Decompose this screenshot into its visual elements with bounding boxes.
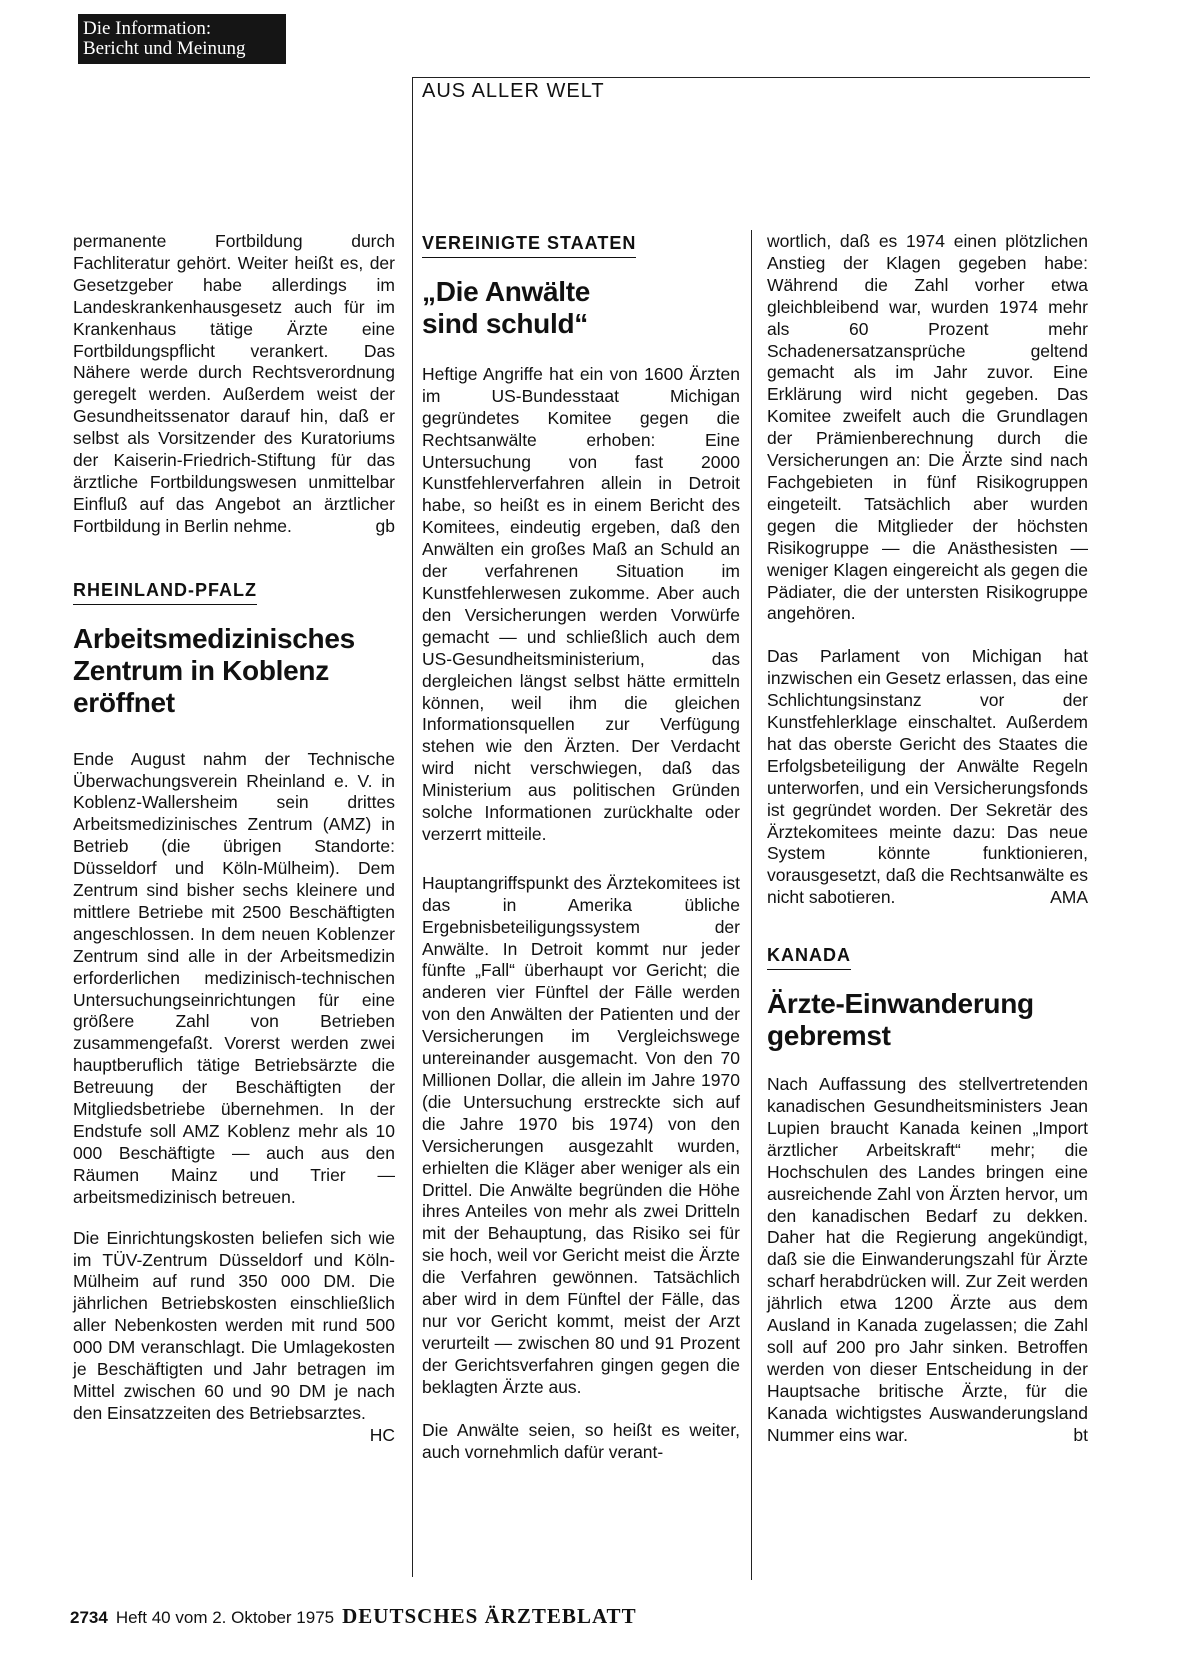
author-sign: HC: [369, 1424, 395, 1445]
section-badge: [78, 14, 286, 64]
column-1: [73, 231, 395, 1447]
badge-line-1: Die Information:: [83, 18, 212, 39]
author-sign: bt: [1073, 1424, 1088, 1445]
paragraph: wortlich, daß es 1974 einen plötzlichen Anstieg der Klagen gegeben habe: Während die Zahl vorher etwa gleichbleibend war, wurden 1974 mehr als 60 Prozent mehr Schadenersatzansprüche geltend gemacht als im Jahr zuvor. Eine Erklärung wird nicht gegeben. Das Komitee zweifelt auch die Grundlagen der Prämienberechnung durch die Versicherungen an: Die Ärzte sind nach Fachgebieten in fünf Risikogruppen eingeteilt. Tatsächlich aber wurden gegen die Mitglieder der höchsten Risikogruppe — die Anästhesisten — weniger Klagen eingereicht als gegen die Pädiater, die der untersten Risikogruppe angehören.: [767, 231, 1088, 624]
article-headline: „Die Anwälte sind schuld“: [422, 275, 591, 339]
column-2: [422, 233, 740, 1463]
paragraph: Die Anwälte seien, so heißt es weiter, auch vornehmlich dafür verant-: [422, 1419, 740, 1462]
rubric-rheinland-pfalz: RHEINLAND-PFALZ: [73, 580, 257, 605]
article-headline: Ärzte-Einwanderung gebremst: [767, 988, 1034, 1052]
paragraph: permanente Fortbildung durch Fachliteratur gehört. Weiter heißt es, der Gesetzgeber habe allerdings im Landeskrankenhausgesetz auch für im Krankenhaus tätige Ärzte eine Fortbildungspflicht verankert. Das Nähere werde durch Rechtsverordnung geregelt werden. Außerdem weist der Gesundheitssenator darauf hin, daß er selbst als Vorsitzender des Kuratoriums der Kaiserin-Friedrich-Stiftung für das ärztliche Fortbildungswesen unmittelbar Einfluß auf das Angebot an ärztlicher Fortbildung in Berlin nehme. gb: [73, 231, 395, 536]
author-sign: AMA: [1050, 887, 1088, 908]
author-sign: gb: [375, 515, 395, 536]
paragraph: Die Einrichtungskosten beliefen sich wie im TÜV-Zentrum Düsseldorf und Köln-Mülheim auf rund 350 000 DM. Die jährlichen Betriebskosten einschließlich aller Nebenkosten werden mit rund 500 000 DM veranschlagt. Die Umlagekosten je Beschäftigten und Jahr betragen im Mittel zwischen 60 und 90 DM je nach den Einsatzzeiten des Betriebsarztes. HC: [73, 1227, 395, 1445]
paragraph: Heftige Angriffe hat ein von 1600 Ärzten im US-Bundesstaat Michigan gegründetes Komitee gegen die Rechtsanwälte erhoben: Eine Untersuchung von fast 2000 Kunstfehlerverfahren allein in Detroit habe, so heißt es in einem Bericht des Komitees, eindeutig ergeben, daß den Anwälten ein großes Maß an Schuld an der verfahrenen Situation im Kunstfehlerwesen zukomme. Aber auch den Versicherungen werden Vorwürfe gemacht — und schließlich auch dem US-Gesundheitsministerium, das dergleichen längst selbst hätte ermitteln können, weil ihm die gleichen Informationsquellen zur Verfügung stehen wie den Ärzten. Der Verdacht wird nicht verschwiegen, daß das Ministerium aus politischen Gründen solche Informationen zurückhalte oder verzerrt mitteile.: [422, 363, 740, 844]
article-headline: Arbeitsmedizinisches Zentrum in Koblenz eröffnet: [73, 622, 355, 718]
paragraph: Hauptangriffspunkt des Ärztekomitees ist das in Amerika übliche Ergebnisbeteiligungssystem der Anwälte. In Detroit kommt nur jeder fünfte „Fall“ überhaupt vor Gericht; die anderen vier Fünftel der Fälle werden von den Anwälten der Patienten und der Versicherungen im Vergleichswege untereinander ausgemacht. Von den 70 Millionen Dollar, die allein im Jahre 1970 (die Untersuchung erstreckte sich auf die Jahre 1970 bis 1974) von den Versicherungen ausgezahlt wurden, erhielten die Kläger aber weniger als ein Drittel. Die Anwälte begründen die Höhe ihres Anteiles von mehr als zwei Dritteln mit der Behauptung, das Risiko sei für sie hoch, weil vor Gericht meist die Ärzte die Verfahren gewönnen. Tatsächlich aber wird in dem Fünftel der Fälle, das nur vor Gericht kommt, meist der Arzt verurteilt — zwischen 80 und 91 Prozent der Gerichtsverfahren gingen gegen die beklagten Ärzte aus.: [422, 872, 740, 1397]
top-rule: [412, 77, 1090, 78]
page-footer: [70, 1604, 637, 1629]
section-title: AUS ALLER WELT: [422, 80, 605, 102]
paragraph: Nach Auffassung des stellvertretenden kanadischen Gesundheitsministers Jean Lupien braucht Kanada keinen „Import ärztlicher Arbeitskraft“ mehr; die Hochschulen des Landes bringen eine ausreichende Zahl von Ärzten hervor, um den kanadischen Bedarf zu dekken. Daher hat die Regierung angekündigt, daß sie die Einwanderungszahl für Ärzte scharf herabdrücken will. Zur Zeit werden jährlich etwa 1200 Ärzte aus dem Ausland in Kanada zugelassen; die Zahl soll auf 200 pro Jahr sinken. Betroffen werden von dieser Entscheidung in der Hauptsache britische Ärzte, für die Kanada wichtigstes Auswanderungsland Nummer eins war. bt: [767, 1074, 1088, 1445]
page-number: 2734: [70, 1608, 108, 1627]
column-rule-left: [412, 77, 413, 1577]
rubric-kanada: KANADA: [767, 945, 851, 970]
paragraph: Das Parlament von Michigan hat inzwischen ein Gesetz erlassen, das eine Schlichtungsinstanz vor der Kunstfehlerklage einschaltet. Außerdem hat das oberste Gericht des Staates die Erfolgsbeteiligung der Anwälte Regeln unterworfen, und ein Versicherungsfonds ist gegründet worden. Der Sekretär des Ärztekomitees meinte dazu: Das neue System könnte funktionieren, vorausgesetzt, daß die Rechtsanwälte es nicht sabotieren. AMA: [767, 646, 1089, 908]
issue-info: Heft 40 vom 2. Oktober 1975: [115, 1608, 335, 1627]
rubric-vereinigte-staaten: VEREINIGTE STAATEN: [422, 233, 636, 258]
paragraph: Ende August nahm der Technische Überwachungsverein Rheinland e. V. in Koblenz-Wallersheim sein drittes Arbeitsmedizinisches Zentrum (AMZ) in Betrieb (die übrigen Standorte: Düsseldorf und Köln-Mülheim). Dem Zentrum sind bisher sechs kleinere und mittlere Betriebe mit 2500 Beschäftigten angeschlossen. In dem neuen Koblenzer Zentrum sind alle in der Arbeitsmedizin erforderlichen medizinisch-technischen Untersuchungseinrichtungen für eine größere Zahl von Betrieben zusammengefaßt. Vorerst werden zwei hauptberuflich tätige Betriebsärzte die Betreuung der Beschäftigten der Mitgliedsbetriebe übernehmen. In der Endstufe soll AMZ Koblenz mehr als 10 000 Beschäftigte — auch aus den Räumen Mainz und Trier — arbeitsmedizinisch betreuen.: [73, 748, 395, 1207]
journal-name: DEUTSCHES ÄRZTEBLATT: [342, 1604, 637, 1628]
column-3: [767, 231, 1088, 1447]
column-rule-right: [751, 230, 752, 1580]
badge-line-2: Bericht und Meinung: [83, 38, 246, 59]
